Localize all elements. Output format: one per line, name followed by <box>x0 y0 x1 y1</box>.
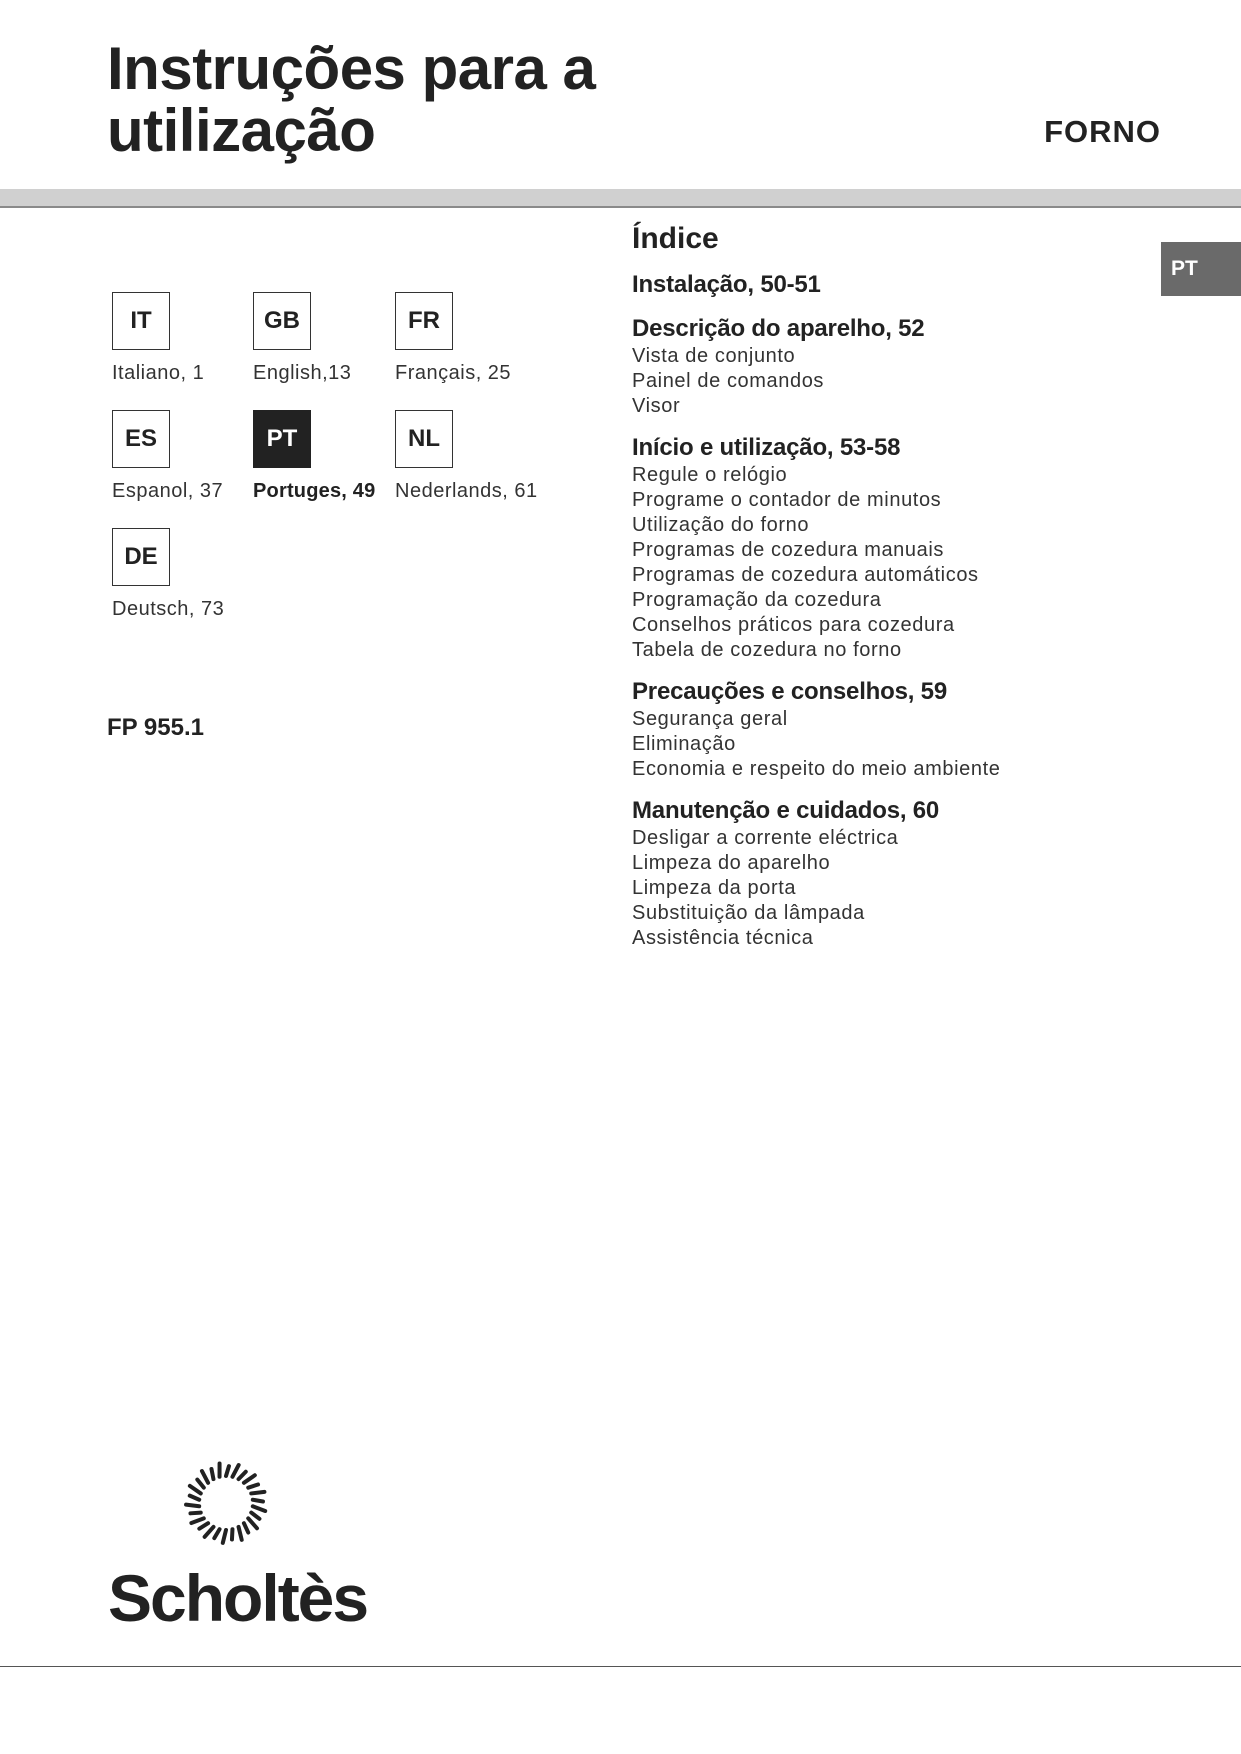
sun-ray <box>253 1506 265 1511</box>
language-item-fr[interactable] <box>395 292 535 385</box>
toc-heading[interactable]: Descrição do aparelho, 52 <box>632 315 925 342</box>
toc-title: Índice <box>632 222 719 255</box>
language-code-box: ES <box>112 410 170 468</box>
toc-section-description <box>632 314 1152 419</box>
sun-ray <box>239 1472 246 1479</box>
toc-item[interactable]: Programação da cozedura <box>632 589 882 611</box>
sun-ray <box>205 1527 214 1537</box>
header-divider-band <box>0 189 1241 208</box>
sun-ray <box>239 1527 242 1540</box>
toc-section-installation <box>632 270 1152 300</box>
language-item-de[interactable] <box>112 528 252 621</box>
language-code-box: FR <box>395 292 453 350</box>
sun-ray <box>190 1496 199 1500</box>
toc-item[interactable]: Limpeza da porta <box>632 877 797 899</box>
sun-ray <box>248 1518 257 1528</box>
language-label-active: Portuges, 49 <box>253 480 376 502</box>
language-item-gb[interactable] <box>253 292 393 385</box>
table-of-contents <box>632 222 1152 965</box>
language-label: Nederlands, 61 <box>395 480 538 502</box>
brand-logo <box>108 1455 368 1635</box>
sun-ray <box>226 1466 229 1476</box>
sun-ray <box>232 1529 233 1539</box>
toc-item[interactable]: Substituição da lâmpada <box>632 902 865 924</box>
toc-item[interactable]: Visor <box>632 395 681 417</box>
toc-heading[interactable]: Instalação, 50-51 <box>632 271 821 298</box>
toc-section-start-and-use <box>632 433 1152 663</box>
toc-item[interactable]: Desligar a corrente eléctrica <box>632 827 899 849</box>
sun-ray <box>214 1529 219 1538</box>
title-line-2: utilização <box>107 97 376 164</box>
sun-ray <box>190 1513 200 1514</box>
language-label: English,13 <box>253 362 352 384</box>
toc-item[interactable]: Limpeza do aparelho <box>632 852 831 874</box>
toc-item[interactable]: Programas de cozedura manuais <box>632 539 944 561</box>
language-item-it[interactable] <box>112 292 252 385</box>
product-type: FORNO <box>1044 114 1161 149</box>
sun-ray <box>199 1523 208 1528</box>
language-item-pt[interactable] <box>253 410 393 503</box>
sun-ray <box>191 1518 203 1523</box>
language-item-nl[interactable] <box>395 410 538 503</box>
sun-ray <box>186 1505 199 1507</box>
sun-ray <box>253 1500 263 1502</box>
toc-item[interactable]: Regule o relógio <box>632 464 788 486</box>
toc-heading[interactable]: Início e utilização, 53-58 <box>632 434 901 461</box>
language-code-box: GB <box>253 292 311 350</box>
toc-item[interactable]: Painel de comandos <box>632 370 825 392</box>
toc-item[interactable]: Eliminação <box>632 733 736 755</box>
sun-ray <box>251 1492 264 1494</box>
document-title <box>107 35 596 164</box>
brand-name: Scholtès <box>108 1561 368 1635</box>
toc-item[interactable]: Utilização do forno <box>632 514 810 536</box>
toc-item[interactable]: Segurança geral <box>632 708 788 730</box>
sun-ray <box>248 1484 258 1487</box>
toc-item[interactable]: Vista de conjunto <box>632 345 796 367</box>
sun-ray <box>202 1471 208 1483</box>
sun-ray <box>197 1480 203 1488</box>
toc-item[interactable]: Assistência técnica <box>632 927 814 949</box>
toc-section-precautions <box>632 677 1152 782</box>
sun-ray <box>190 1486 201 1494</box>
sun-ray <box>211 1469 213 1479</box>
toc-item[interactable]: Conselhos práticos para cozedura <box>632 614 955 636</box>
language-label: Français, 25 <box>395 362 512 384</box>
toc-heading[interactable]: Manutenção e cuidados, 60 <box>632 797 940 824</box>
language-code-box-active: PT <box>253 410 311 468</box>
language-code-box: IT <box>112 292 170 350</box>
language-label: Italiano, 1 <box>112 362 205 384</box>
language-label: Espanol, 37 <box>112 480 224 502</box>
toc-section-maintenance <box>632 796 1152 951</box>
sun-ray <box>232 1465 238 1477</box>
sun-ray <box>251 1513 259 1519</box>
sun-ray <box>223 1530 226 1543</box>
toc-item[interactable]: Programe o contador de minutos <box>632 489 942 511</box>
language-side-tab: PT <box>1161 242 1241 296</box>
toc-item[interactable]: Programas de cozedura automáticos <box>632 564 979 586</box>
sun-ray <box>244 1475 255 1483</box>
model-number: FP 955.1 <box>107 714 204 741</box>
language-label: Deutsch, 73 <box>112 598 225 620</box>
sun-ray <box>244 1523 248 1532</box>
sun-burst-icon <box>178 1455 274 1551</box>
toc-item[interactable]: Tabela de cozedura no forno <box>632 639 902 661</box>
language-item-es[interactable] <box>112 410 252 503</box>
language-code-box: NL <box>395 410 453 468</box>
title-line-1: Instruções para a <box>107 35 596 102</box>
footer-rule <box>0 1666 1241 1667</box>
toc-item[interactable]: Economia e respeito do meio ambiente <box>632 758 1001 780</box>
language-code-box: DE <box>112 528 170 586</box>
toc-heading[interactable]: Precauções e conselhos, 59 <box>632 678 947 705</box>
